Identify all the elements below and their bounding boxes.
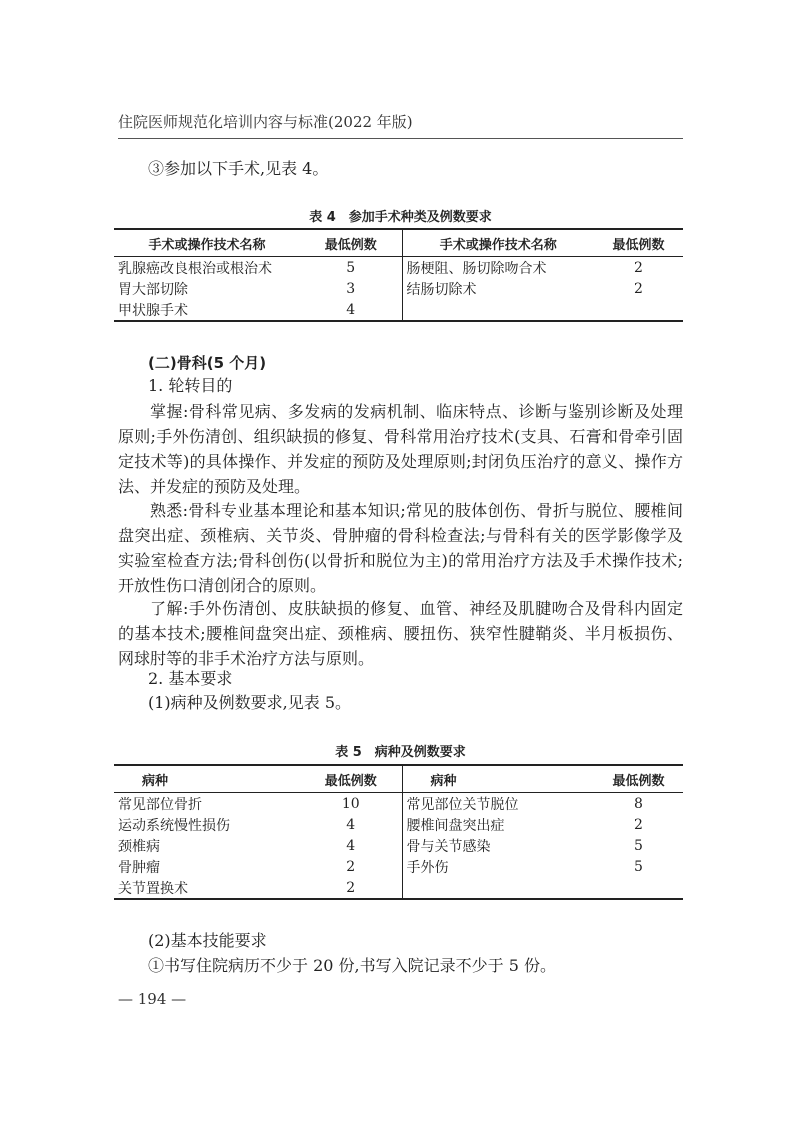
table-cell: 4 [300, 299, 402, 321]
subheading-rotation-purpose: 1. 轮转目的 [148, 376, 233, 395]
table-cell [402, 877, 594, 899]
table5-header: 最低例数 [300, 765, 402, 793]
table-cell: 肠梗阻、肠切除吻合术 [406, 260, 547, 277]
table-cell: 5 [634, 837, 643, 854]
subheading-basic-requirements: 2. 基本要求 [148, 669, 233, 688]
section-title: (二)骨科(5 个月) [148, 354, 267, 372]
skill-line: ①书写住院病历不少于 20 份,书写入院记录不少于 5 份。 [148, 956, 556, 975]
table4-header-row [114, 229, 683, 257]
table-cell: 10 [300, 793, 402, 815]
intro-line: ③参加以下手术,见表 4。 [148, 159, 329, 178]
table-cell: 2 [634, 280, 643, 297]
table-cell: 常见部位骨折 [118, 796, 202, 813]
table-cell: 常见部位关节脱位 [406, 796, 519, 813]
table-row [114, 877, 683, 899]
table4-header: 手术或操作技术名称 [402, 229, 594, 257]
table5-header: 病种 [402, 765, 594, 793]
table-cell: 3 [300, 278, 402, 299]
table5-header: 最低例数 [594, 765, 683, 793]
paragraph-understand: 了解:手外伤清创、皮肤缺损的修复、血管、神经及肌腱吻合及骨科内固定的基本技术;腰椎间盘突出症、颈椎病、腰扭伤、狭窄性腱鞘炎、半月板损伤、网球肘等的非手术治疗方法与原则。 [118, 599, 683, 668]
subheading-skill-requirements: (2)基本技能要求 [148, 931, 267, 950]
table-cell: 骨肿瘤 [118, 859, 160, 876]
paragraph-master: 掌握:骨科常见病、多发病的发病机制、临床特点、诊断与鉴别诊断及处理原则;手外伤清创、组织缺损的修复、骨科常用治疗技术(支具、石膏和骨牵引固定技术等)的具体操作、并发症的预防及处理原则;封闭负压治疗的意义、操作方法、并发症的预防及处理。 [118, 402, 683, 496]
table-cell: 2 [634, 259, 643, 276]
running-header: 住院医师规范化培训内容与标准(2022 年版) [118, 113, 413, 131]
table-cell: 颈椎病 [118, 838, 160, 855]
page-number: — 194 — [118, 990, 187, 1008]
table-row [114, 793, 683, 815]
table4-caption: 表 4 参加手术种类及例数要求 [309, 210, 492, 225]
table-cell: 腰椎间盘突出症 [406, 817, 505, 834]
table-cell: 2 [300, 856, 402, 877]
table-cell: 乳腺癌改良根治或根治术 [118, 260, 272, 277]
table5-header: 病种 [114, 765, 300, 793]
table4-header: 手术或操作技术名称 [114, 229, 300, 257]
table-cell: 结肠切除术 [406, 281, 477, 298]
table-cell: 5 [300, 257, 402, 279]
table4-header: 最低例数 [300, 229, 402, 257]
table-cell: 手外伤 [406, 859, 449, 876]
table-cell: 2 [634, 816, 643, 833]
table-cell: 甲状腺手术 [114, 299, 300, 321]
table5 [114, 764, 683, 900]
table-cell [594, 299, 683, 321]
table-cell: 5 [634, 858, 643, 875]
table-cell: 4 [300, 814, 402, 835]
table-cell: 胃大部切除 [118, 281, 188, 298]
table-cell [594, 877, 683, 899]
subheading-disease-requirements: (1)病种及例数要求,见表 5。 [148, 693, 352, 712]
header-rule [118, 138, 683, 139]
table4 [114, 228, 683, 322]
table-cell: 8 [634, 795, 643, 812]
table-row [114, 856, 683, 877]
table-row [114, 299, 683, 321]
paragraph-familiar: 熟悉:骨科专业基本理论和基本知识;常见的肢体创伤、骨折与脱位、腰椎间盘突出症、颈椎病、关节炎、骨肿瘤的骨科检查法;与骨科有关的医学影像学及实验室检查方法;骨科创伤(以骨折和脱位为主)的常用治疗方法及手术操作技术;开放性伤口清创闭合的原则。 [118, 501, 683, 595]
table-cell: 运动系统慢性损伤 [118, 817, 230, 834]
table-cell: 骨与关节感染 [406, 838, 491, 855]
table-row [114, 814, 683, 835]
table-row [114, 278, 683, 299]
table5-header-row [114, 765, 683, 793]
table4-header: 最低例数 [594, 229, 683, 257]
table5-caption: 表 5 病种及例数要求 [335, 745, 466, 760]
table-cell [402, 299, 594, 321]
table-row [114, 257, 683, 279]
table-row [114, 835, 683, 856]
table-cell: 4 [300, 835, 402, 856]
table-cell: 关节置换术 [114, 877, 300, 899]
table-cell: 2 [300, 877, 402, 899]
